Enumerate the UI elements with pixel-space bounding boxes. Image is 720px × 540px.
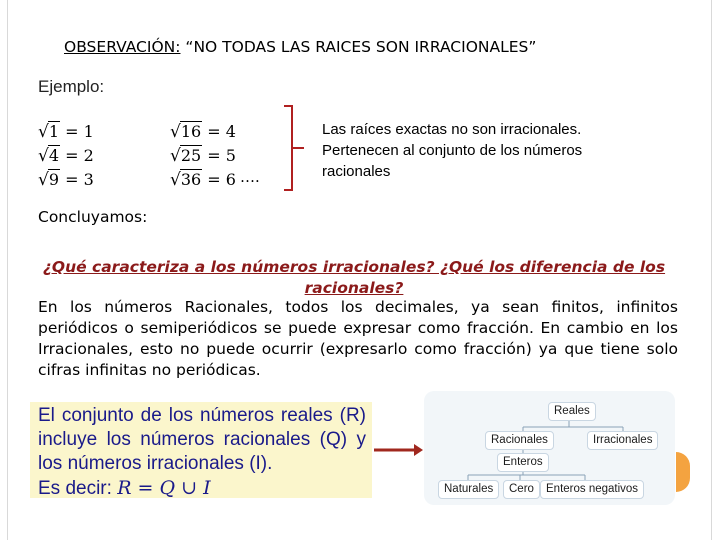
node-enteros-negativos: Enteros negativos [540,480,644,499]
title-text: “NO TODAS LAS RAICES SON IRRACIONALES” [180,38,537,56]
accent-shape [676,452,690,492]
root-row: √16 = 4 [170,122,236,142]
number-sets-diagram [424,391,675,505]
arrow-right-icon [372,440,424,460]
exact-roots-note: Las raíces exactas no son irracionales. Pertenecen al conjunto de los números racionales [322,121,583,180]
root-row: √1 = 1 [38,122,94,142]
node-enteros: Enteros [497,453,549,472]
roots-column-2 [170,120,236,192]
root-row: √25 = 5 [170,146,236,166]
example-label: Ejemplo: [38,77,105,96]
slide-title [64,38,536,56]
slide-border-left [7,0,8,540]
bracket-icon [280,104,306,194]
root-row: √4 = 2 [38,146,94,166]
explanation-paragraph: En los números Racionales, todos los decimales, ya sean finitos, infinitos periódicos o semiperiódicos se puede expresar como fracción. En cambio en los Irracionales, esto no puede ocurrir (expresarlo como fracción) ya que tiene solo cifras infinitas no periódicas. [38,298,678,379]
node-reales: Reales [548,402,596,421]
node-naturales: Naturales [438,480,499,499]
root-row: √36 = 6 [170,170,236,190]
node-cero: Cero [503,480,540,499]
title-label: OBSERVACIÓN: [64,38,181,56]
node-racionales: Racionales [485,431,554,450]
reales-definition: El conjunto de los números reales (R) incluye los números racionales (Q) y los números irracionales (I). Es decir: R = Q ∪ I [38,405,366,499]
question-text: ¿Qué caracteriza a los números irracionales? ¿Qué los diferencia de los racionales? [42,258,666,297]
roots-column-1 [38,120,94,192]
slide-border-right [711,0,712,540]
root-row: √9 = 3 [38,170,94,190]
node-irracionales: Irracionales [587,431,658,450]
conclusion-label: Concluyamos: [38,208,148,226]
ellipsis: …. [240,168,260,186]
